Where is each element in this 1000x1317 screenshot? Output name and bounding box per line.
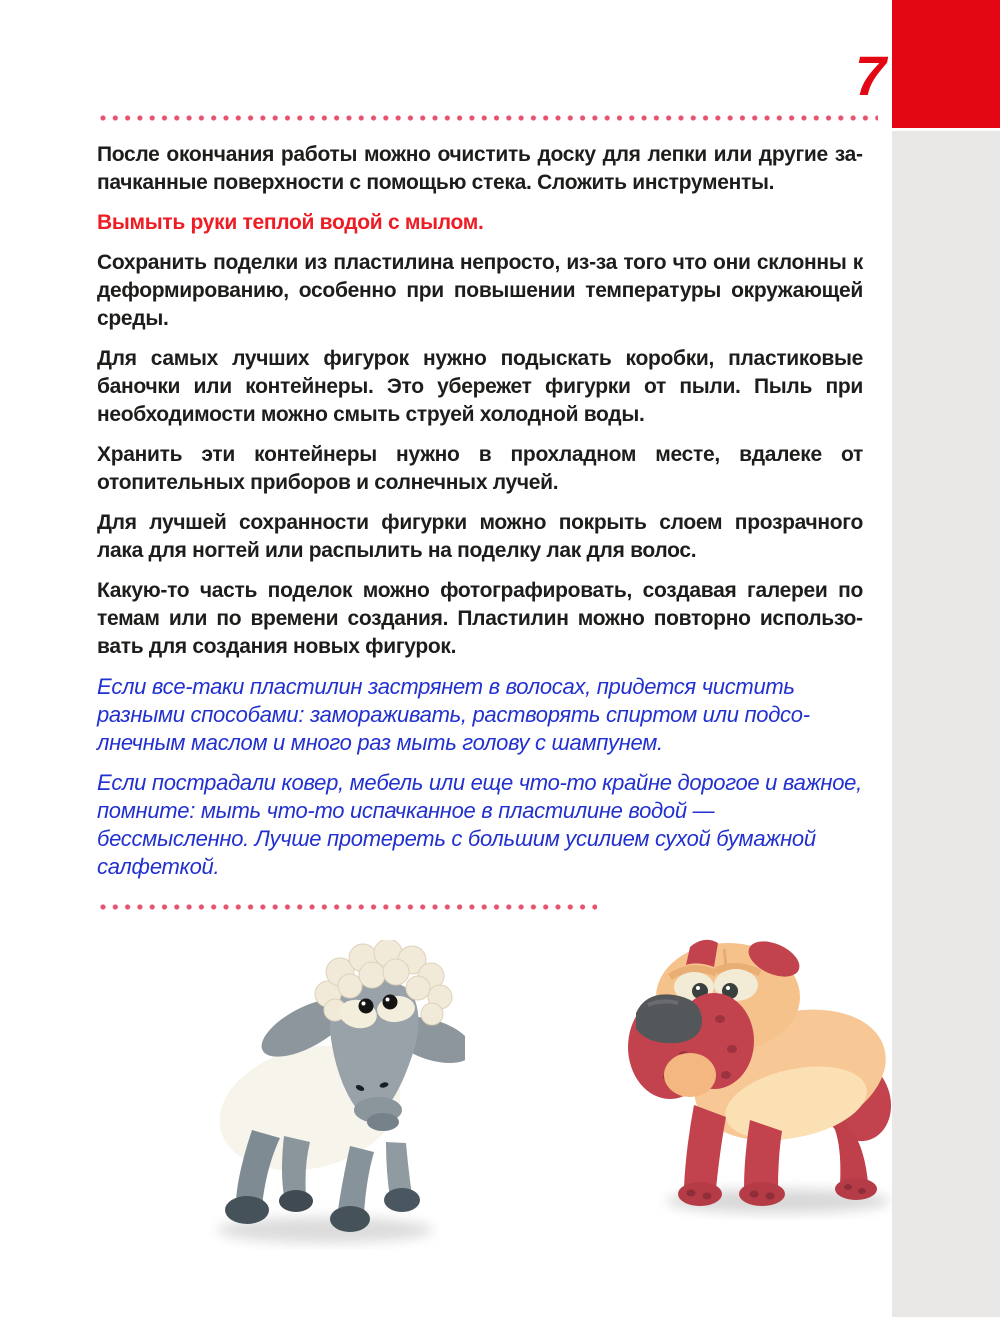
sheep-figurine-image [200,940,465,1250]
paragraph-photograph: Какую-то часть поделок можно фотографировать, создавая галереи по темам или по времени создания. Пластилин можно повторно использовать для создания новых фигурок. [97,579,863,658]
dotted-divider-top [100,115,878,121]
corner-red-block [892,0,1000,128]
text-column [97,141,863,893]
dog-figurine-icon [628,935,892,1220]
right-margin-strip [892,131,1000,1317]
paragraph-wash-hands: Вымыть руки теплой водой с мылом. [97,211,484,234]
paragraph-storage: Хранить эти контейнеры нужно в прохладном месте, вдалеке от отопительных приборов и солнечных лучей. [97,443,863,494]
paragraph-lacquer: Для лучшей сохранности фигурки можно покрыть слоем прозрачного лака для ногтей или распылить на поделку лак для волос. [97,511,863,562]
page-number: 7 [854,44,886,107]
dog-figurine-image [628,935,892,1220]
paragraph-preserve: Сохранить поделки из пластилина непросто, из-за того что они склонны к деформированию, особенно при повышении температуры окружающей среды. [97,251,863,330]
paragraph-carpet-tip: Если пострадали ковер, мебель или еще что-то крайне дорогое и важное, помните: мыть что-то испачканное в пластилине водой — бессмысленно. Лучше протереть с большим усилием сухой бумажной салфеткой. [97,770,862,879]
paragraph-cleanup: После окончания работы можно очистить доску для лепки или другие запачканные поверхности с помощью стека. Сложить инструменты. [97,143,863,194]
paragraph-hair-tip: Если все-таки пластилин застрянет в волосах, придется чистить разными способами: замораживать, растворять спиртом или подсолнечным маслом и много раз мыть голову с шампунем. [97,674,811,755]
paragraph-boxes: Для самых лучших фигурок нужно подыскать коробки, пластиковые баночки или контейнеры. Это убережет фигурки от пыли. Пыль при необходимости можно смыть струей холодной воды. [97,347,863,426]
sheep-figurine-icon [200,940,465,1250]
dotted-divider-bottom [100,904,597,910]
